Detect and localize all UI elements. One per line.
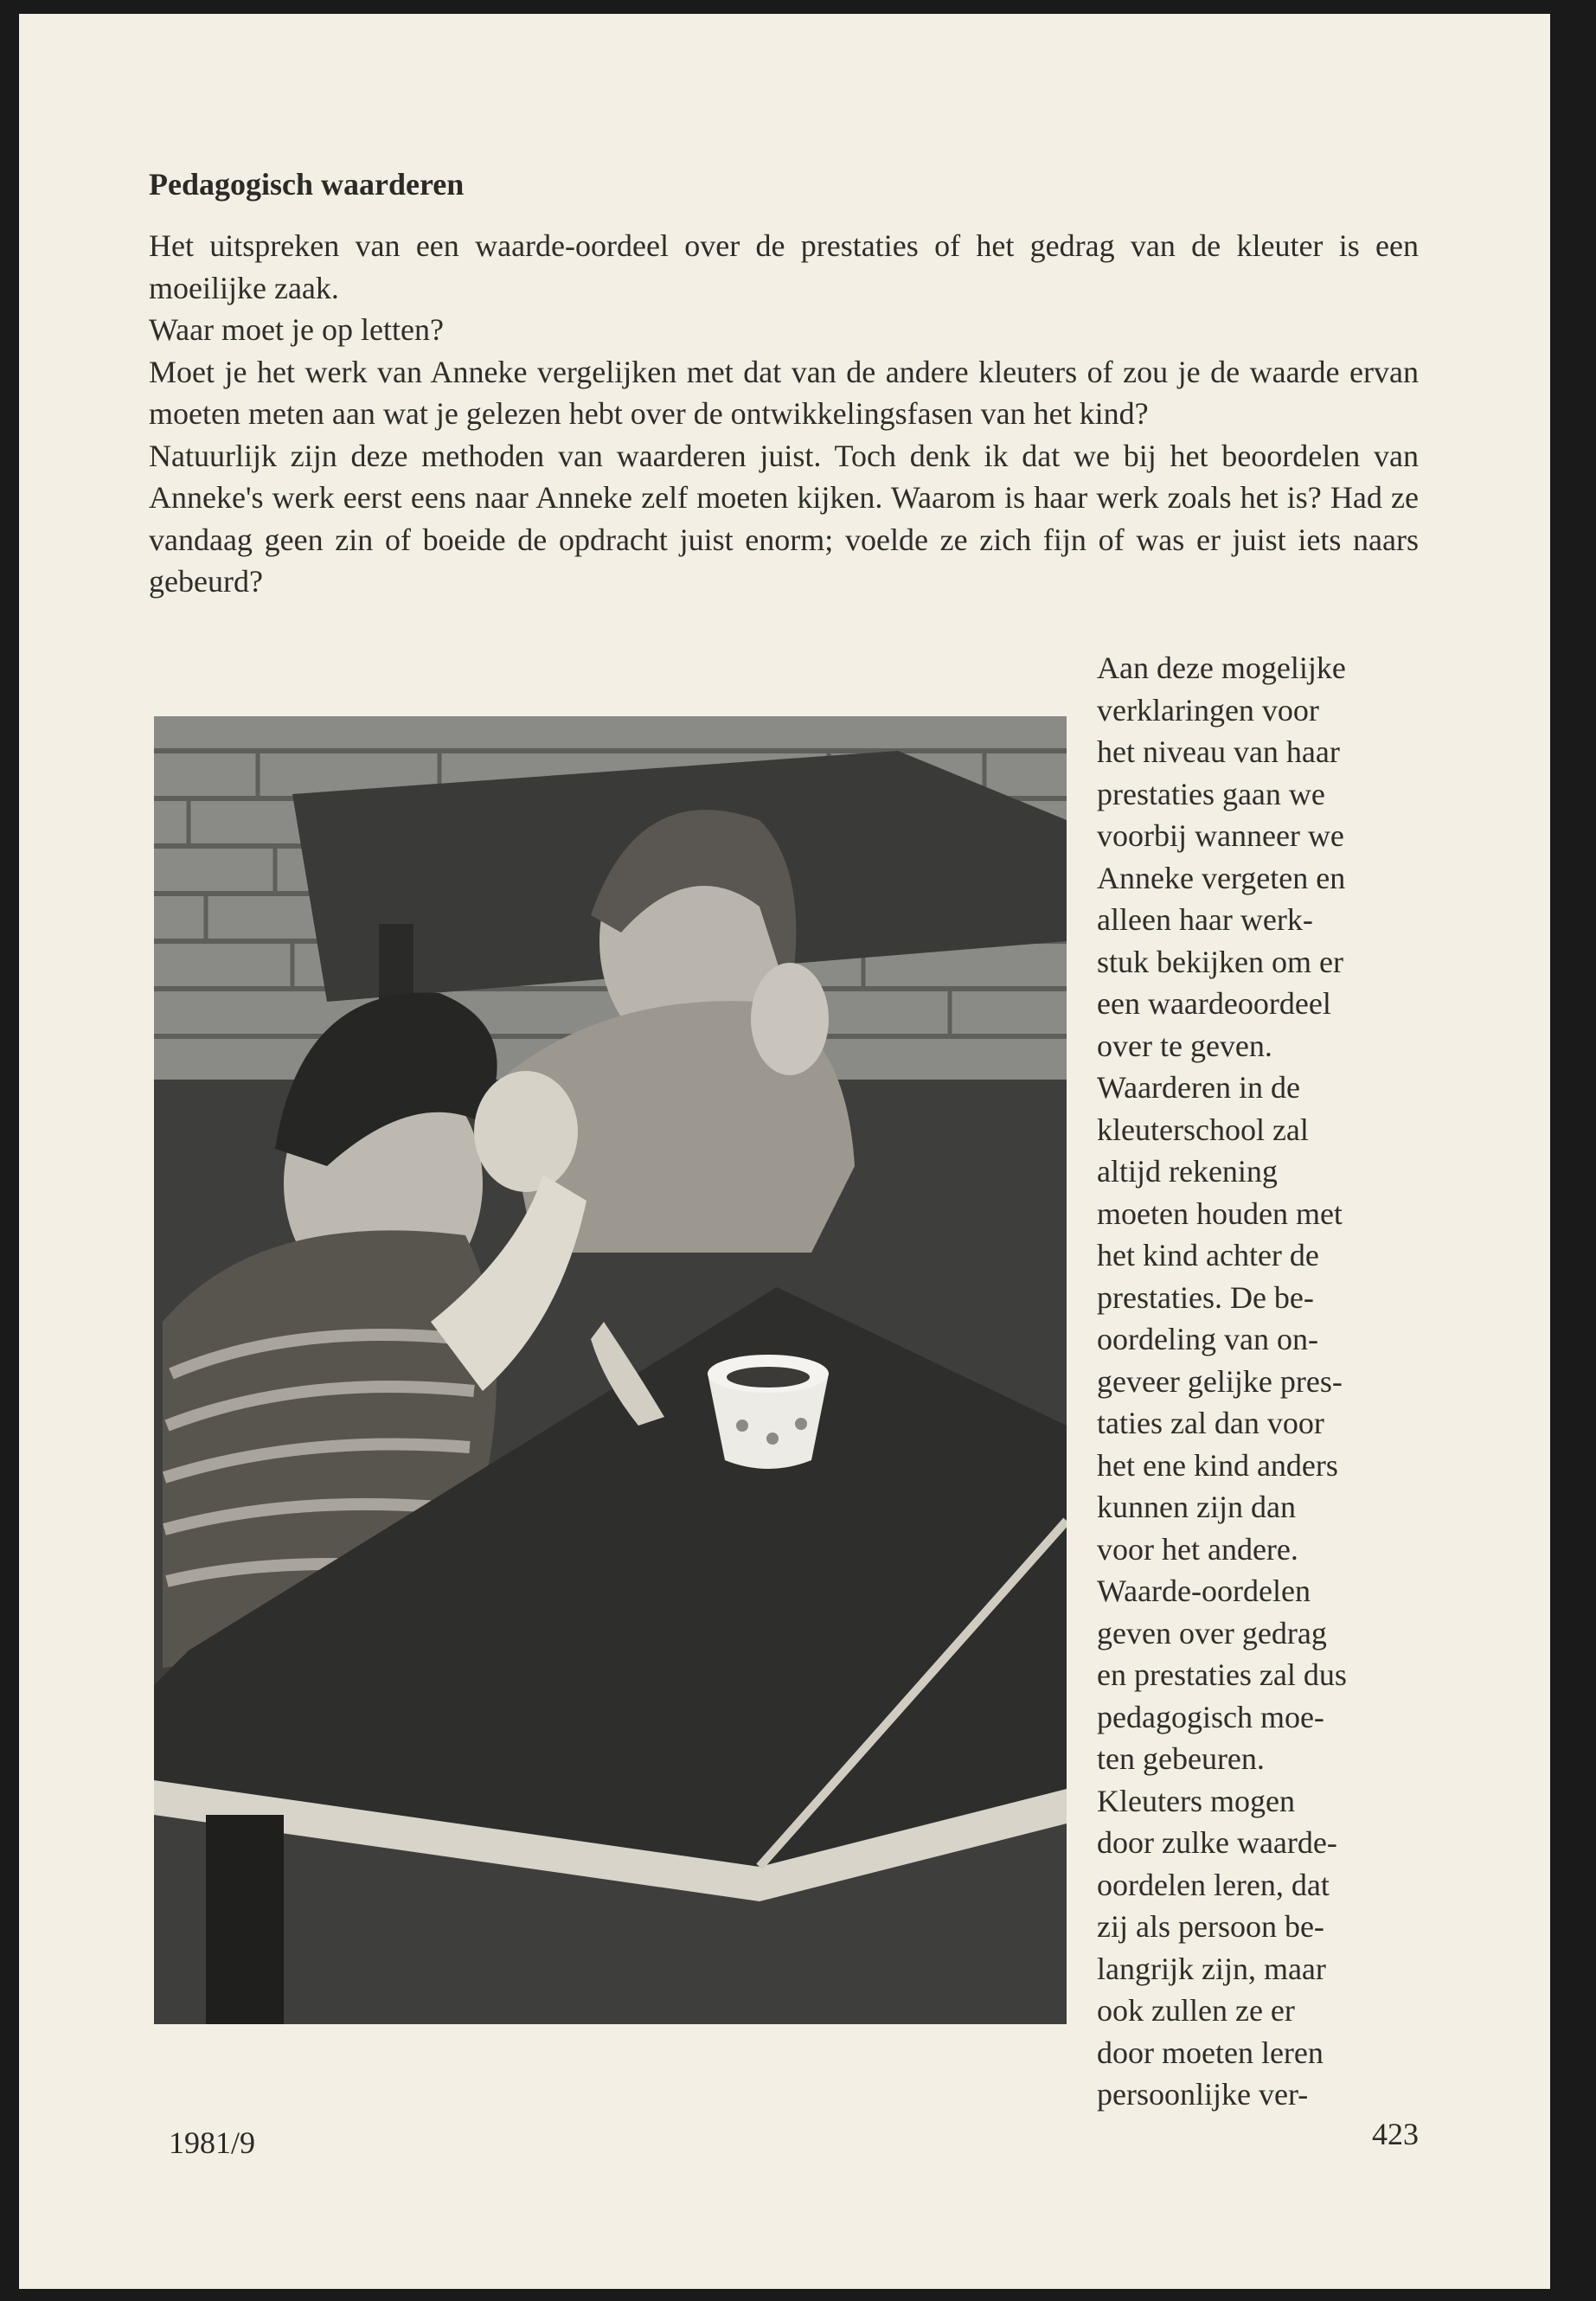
text-line: door moeten leren — [1097, 2035, 1324, 2070]
text-line: voor het andere. — [1097, 1531, 1298, 1567]
text-line: ook zullen ze er — [1097, 1993, 1295, 2028]
text-line: door zulke waarde- — [1097, 1825, 1337, 1860]
section-heading: Pedagogisch waarderen — [149, 167, 465, 202]
text-line: een waardeoordeel — [1097, 986, 1331, 1021]
intro-paragraph: Moet je het werk van Anneke vergelijken met dat van de andere kleuters of zou je de waarde ervan moeten meten aan wat je gelezen hebt over de ontwikkelingsfasen van het kind? — [149, 354, 1419, 431]
text-line: geveer gelijke pres- — [1097, 1363, 1343, 1399]
text-line: het kind achter de — [1097, 1238, 1319, 1272]
text-line: stuk bekijken om er — [1097, 944, 1343, 979]
text-line: persoonlijke ver- — [1097, 2077, 1309, 2112]
page-number: 423 — [1372, 2117, 1419, 2151]
text-line: Aan deze mogelijke — [1097, 651, 1346, 685]
text-line: oordeling van on- — [1097, 1322, 1318, 1356]
side-column-text — [1097, 647, 1419, 2116]
text-line: prestaties gaan we — [1097, 776, 1325, 811]
text-line: geven over gedrag — [1097, 1615, 1327, 1650]
photo-illustration — [154, 716, 1067, 2024]
text-line: prestaties. De be- — [1097, 1279, 1314, 1315]
text-line: kleuterschool zal — [1097, 1112, 1309, 1147]
text-line: pedagogisch moe- — [1097, 1699, 1324, 1734]
text-line: Waarderen in de — [1097, 1070, 1300, 1105]
text-line: Kleuters mogen — [1097, 1783, 1295, 1818]
text-line: langrijk zijn, maar — [1097, 1951, 1326, 1986]
text-line: kunnen zijn dan — [1097, 1490, 1296, 1524]
text-line: altijd rekening — [1097, 1154, 1278, 1189]
intro-paragraph: Het uitspreken van een waarde-oordeel over de prestaties of het gedrag van de kleuter is een moeilijke zaak. — [149, 228, 1419, 305]
intro-text — [149, 225, 1419, 603]
text-line: zij als persoon be- — [1097, 1909, 1324, 1944]
text-line: taties zal dan voor — [1097, 1406, 1324, 1440]
issue-number: 1981/9 — [169, 2125, 256, 2160]
text-line: het ene kind anders — [1097, 1447, 1338, 1483]
text-line: moeten houden met — [1097, 1195, 1343, 1231]
intro-paragraph: Natuurlijk zijn deze methoden van waarderen juist. Toch denk ik dat we bij het beoordelen van Anneke's werk eerst eens naar Anneke zelf moeten kijken. Waarom is haar werk zoals het is? Had ze vandaag geen zin of boeide de opdracht juist enorm; voelde ze zich fijn of was er juist iets naars gebeurd? — [149, 438, 1419, 599]
text-line: het niveau van haar — [1097, 734, 1340, 769]
text-line: Waarde-oordelen — [1097, 1574, 1311, 1608]
text-line: verklaringen voor — [1097, 692, 1319, 727]
text-line: over te geven. — [1097, 1028, 1272, 1063]
text-line: ten gebeuren. — [1097, 1741, 1265, 1776]
text-line: voorbij wanneer we — [1097, 818, 1344, 853]
text-line: Anneke vergeten en — [1097, 860, 1346, 895]
text-line: oordelen leren, dat — [1097, 1867, 1330, 1902]
text-line: alleen haar werk- — [1097, 902, 1313, 937]
photo-two-children-at-table — [154, 716, 1067, 2024]
intro-paragraph: Waar moet je op letten? — [149, 312, 444, 347]
text-line: en prestaties zal dus — [1097, 1657, 1347, 1692]
